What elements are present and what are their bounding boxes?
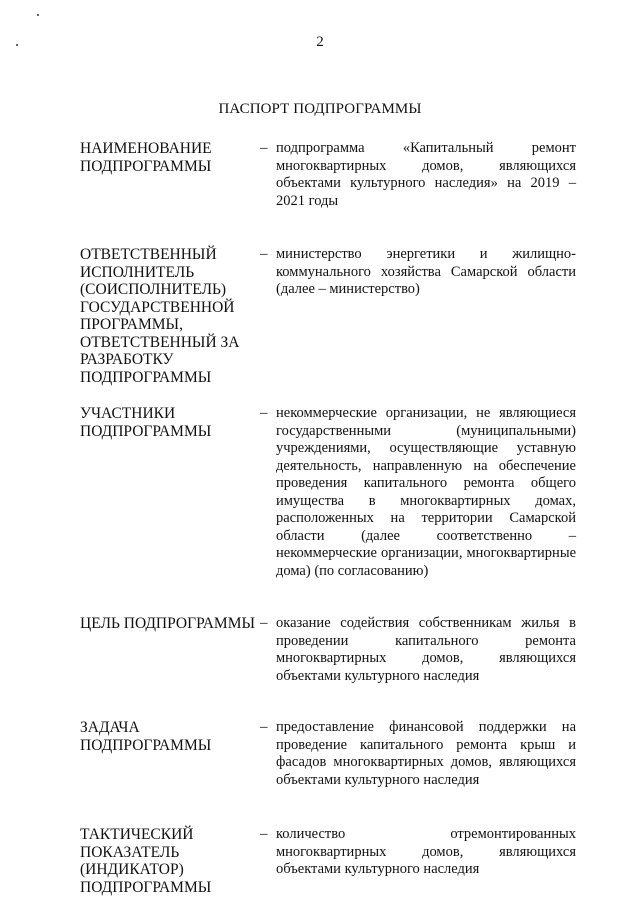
row-dash: –	[260, 246, 268, 262]
row-value: оказание содействия собственникам жилья в проведении капитального ремонта многоквартирных домов, являющихся объектами культурного наследия	[276, 615, 576, 684]
document-title: ПАСПОРТ ПОДПРОГРАММЫ	[218, 101, 422, 117]
row-value: министерство энергетики и жилищно-коммунального хозяйства Самарской области (далее – министерство)	[276, 246, 576, 297]
row-dash: –	[260, 615, 268, 631]
row-label: УЧАСТНИКИ ПОДПРОГРАММЫ	[80, 405, 212, 440]
row-label: НАИМЕНОВАНИЕ ПОДПРОГРАММЫ	[80, 140, 212, 175]
row-label: ОТВЕТСТВЕННЫЙ ИСПОЛНИТЕЛЬ (СОИСПОЛНИТЕЛЬ) ГОСУДАРСТВЕННОЙ ПРОГРАММЫ, ОТВЕТСТВЕННЫЙ ЗА РАЗРАБОТКУ ПОДПРОГРАММЫ	[80, 246, 240, 386]
row-goal	[80, 615, 576, 685]
row-label: ТАКТИЧЕСКИЙ ПОКАЗАТЕЛЬ (ИНДИКАТОР) ПОДПРОГРАММЫ	[80, 826, 212, 896]
row-program-name	[80, 140, 576, 210]
row-value: подпрограмма «Капитальный ремонт многоквартирных домов, являющихся объектами культурного наследия» на 2019 – 2021 годы	[276, 140, 576, 209]
row-dash: –	[260, 140, 268, 156]
row-value: некоммерческие организации, не являющиеся государственными (муниципальными) учреждениями, осуществляющие уставную деятельность, направленную на обеспечение проведения капитального ремонта общего имущества в многоквартирных домах, расположенных на территории Самарской области (далее соответственно – некоммерческие организации, многоквартирные дома) (по согласованию)	[276, 405, 576, 579]
row-responsible-executor	[80, 246, 576, 386]
row-task	[80, 719, 576, 789]
row-dash: –	[260, 405, 268, 421]
row-indicator	[80, 826, 576, 896]
passport-table	[80, 140, 576, 896]
row-participants	[80, 405, 576, 580]
row-label: ЗАДАЧА ПОДПРОГРАММЫ	[80, 719, 212, 754]
page-number: 2	[316, 34, 324, 50]
row-value: количество отремонтированных многоквартирных домов, являющихся объектами культурного наследия	[276, 826, 576, 877]
row-dash: –	[260, 719, 268, 735]
row-dash: –	[260, 826, 268, 842]
scan-speck	[37, 14, 39, 16]
row-label: ЦЕЛЬ ПОДПРОГРАММЫ	[80, 615, 256, 632]
row-value: предоставление финансовой поддержки на проведение капитального ремонта крыш и фасадов многоквартирных домов, являющихся объектами культурного наследия	[276, 719, 576, 788]
